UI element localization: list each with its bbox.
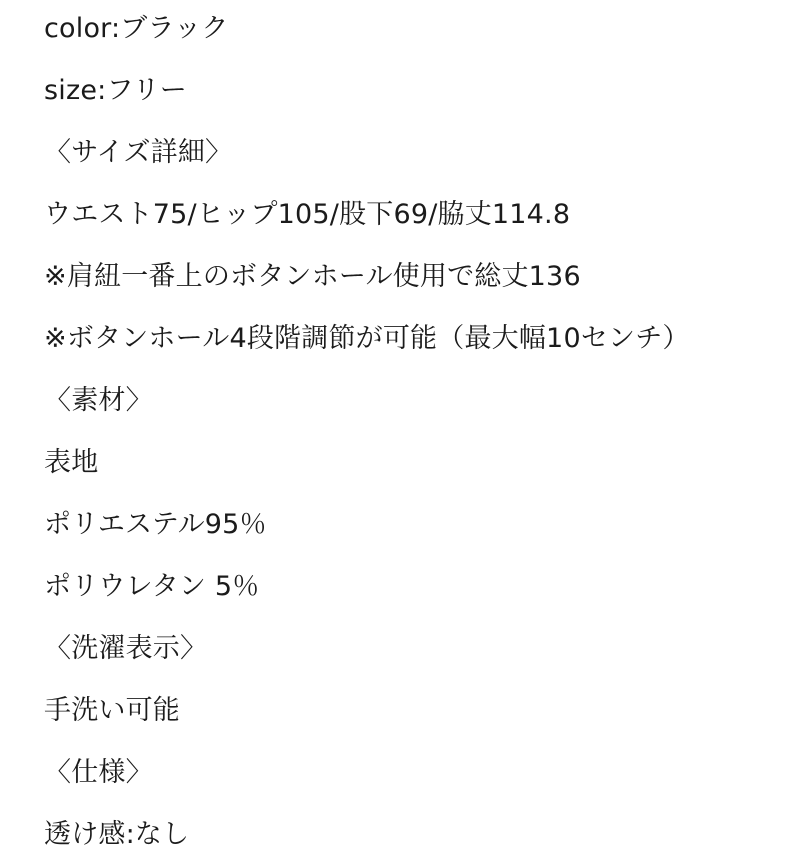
text-line-note-total-length: ※肩紐一番上のボタンホール使用で総丈136 — [44, 261, 581, 292]
text-line-material-polyester: ポリエステル95％ — [44, 509, 267, 540]
text-line-material-polyurethane: ポリウレタン 5％ — [44, 571, 260, 602]
text-line-spec-sheer: 透け感:なし — [44, 819, 190, 850]
text-line-size: size:フリー — [44, 75, 187, 106]
text-line-spec-heading: 〈仕様〉 — [44, 757, 153, 788]
text-line-measurements: ウエスト75/ヒップ105/股下69/脇丈114.8 — [44, 199, 571, 230]
text-line-wash-heading: 〈洗濯表示〉 — [44, 633, 208, 664]
text-line-color: color:ブラック — [44, 13, 229, 44]
text-line-note-buttonhole: ※ボタンホール4段階調節が可能（最大幅10センチ） — [44, 323, 690, 354]
text-line-material-outer: 表地 — [44, 447, 99, 478]
text-line-material-heading: 〈素材〉 — [44, 385, 153, 416]
text-line-size-detail-heading: 〈サイズ詳細〉 — [44, 137, 233, 168]
text-line-wash-handwash: 手洗い可能 — [44, 695, 180, 726]
